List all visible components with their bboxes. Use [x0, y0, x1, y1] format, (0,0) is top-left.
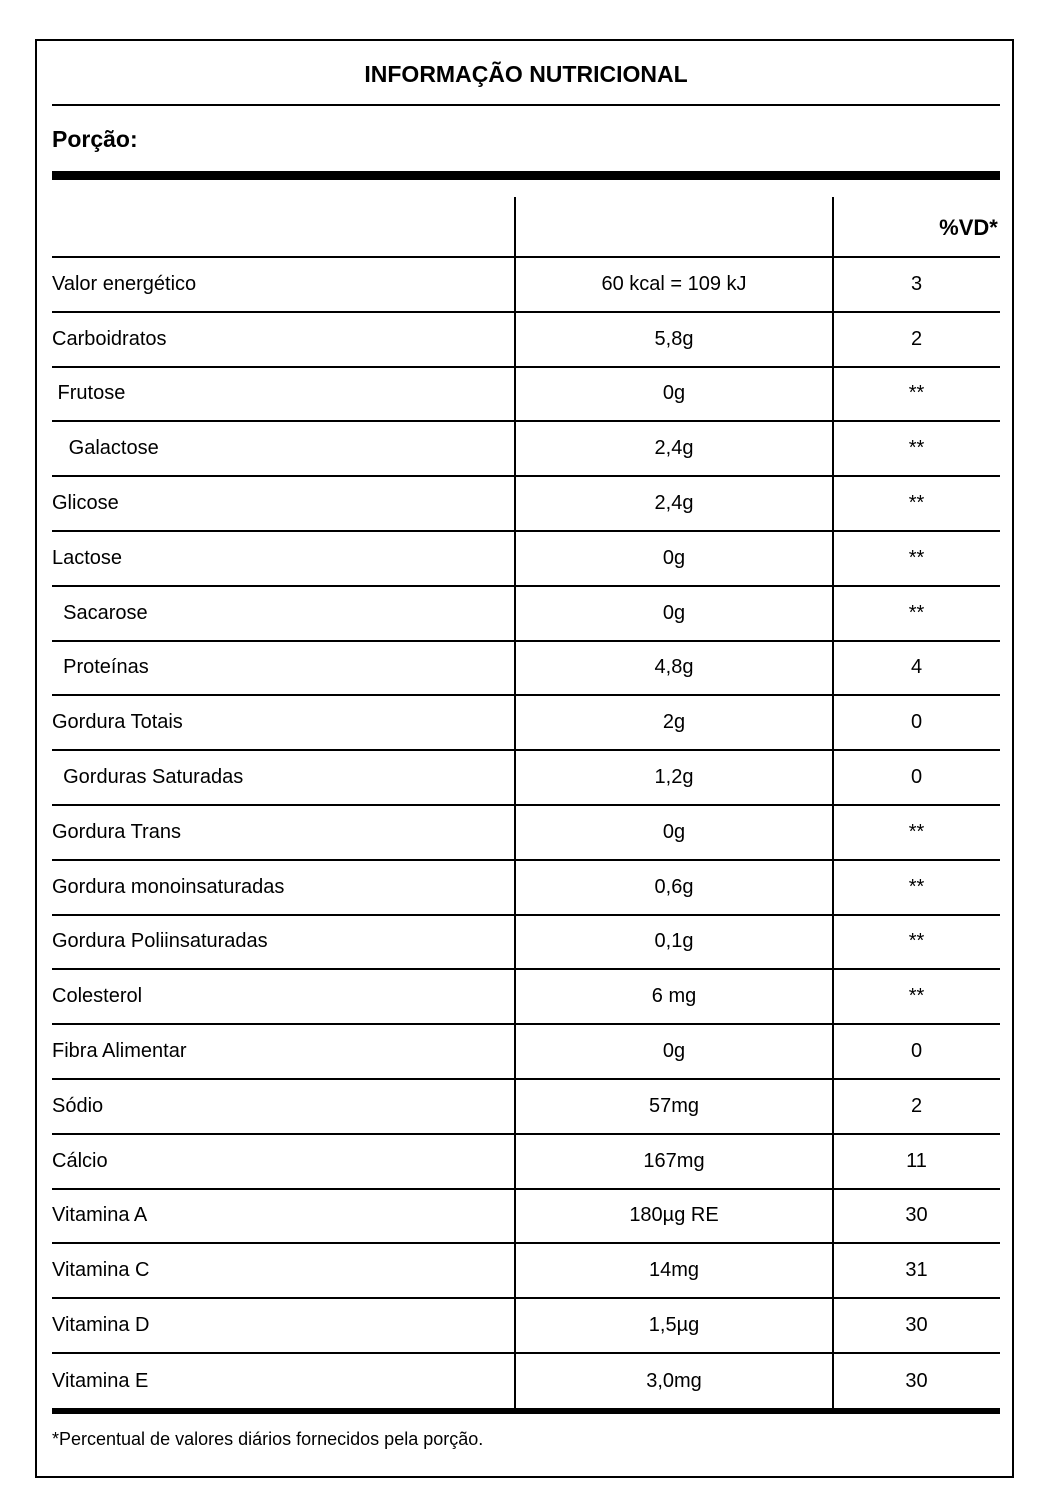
- nutrient-name: Colesterol: [52, 985, 143, 1008]
- nutrient-quantity: 6 mg: [651, 985, 697, 1008]
- nutrient-name: Vitamina C: [52, 1259, 150, 1282]
- nutrient-quantity: 2,4g: [654, 437, 694, 460]
- nutrient-quantity: 3,0mg: [646, 1369, 702, 1392]
- nutrient-name: Proteínas: [52, 656, 149, 679]
- title-divider: [52, 104, 1000, 106]
- table-row: [52, 696, 1000, 751]
- table-row: [52, 1244, 1000, 1299]
- nutrient-vd: **: [908, 546, 925, 569]
- nutrient-vd: **: [908, 601, 925, 624]
- nutrient-name: Gordura monoinsaturadas: [52, 875, 285, 898]
- nutrient-quantity: 0g: [662, 820, 686, 843]
- nutrient-quantity: 0,6g: [654, 875, 694, 898]
- nutrient-name: Gordura Poliinsaturadas: [52, 930, 268, 953]
- portion-divider: [52, 171, 1000, 180]
- table-row: [52, 806, 1000, 861]
- table-row: [52, 258, 1000, 313]
- footnote: *Percentual de valores diários fornecidos pela porção.: [52, 1429, 484, 1449]
- nutrient-quantity: 1,5µg: [648, 1314, 700, 1337]
- nutrient-quantity: 0,1g: [654, 930, 694, 953]
- nutrient-quantity: 1,2g: [654, 766, 694, 789]
- nutrient-name: Fibra Alimentar: [52, 1040, 187, 1063]
- nutrient-quantity: 0g: [662, 1040, 686, 1063]
- nutrient-name: Valor energético: [52, 272, 197, 295]
- nutrient-vd: **: [908, 875, 925, 898]
- nutrient-quantity: 57mg: [648, 1094, 700, 1117]
- nutrient-vd: 31: [905, 1259, 928, 1282]
- label-title: INFORMAÇÃO NUTRICIONAL: [364, 61, 688, 87]
- nutrient-vd: 3: [910, 272, 923, 295]
- nutrient-name: Glicose: [52, 492, 119, 515]
- nutrient-name: Sacarose: [52, 601, 148, 624]
- table-row: [52, 1354, 1000, 1409]
- nutrient-quantity: 0g: [662, 382, 686, 405]
- nutrient-name: Gordura Trans: [52, 820, 181, 843]
- table-bottom-rule: [52, 1408, 1000, 1414]
- nutrient-quantity: 14mg: [648, 1259, 700, 1282]
- nutrient-vd: **: [908, 930, 925, 953]
- nutrient-name: Cálcio: [52, 1149, 108, 1172]
- nutrient-name: Gorduras Saturadas: [52, 766, 244, 789]
- nutrient-name: Vitamina A: [52, 1204, 148, 1227]
- table-header-row: [52, 197, 1000, 258]
- table-row: [52, 1135, 1000, 1190]
- nutrient-quantity: 167mg: [643, 1149, 705, 1172]
- nutrient-quantity: 4,8g: [654, 656, 694, 679]
- nutrient-table: [52, 258, 1000, 1409]
- nutrient-name: Sódio: [52, 1094, 104, 1117]
- portion-label: Porção:: [52, 126, 138, 152]
- nutrient-vd: **: [908, 492, 925, 515]
- nutrient-quantity: 5,8g: [654, 327, 694, 350]
- table-row: [52, 587, 1000, 642]
- nutrient-vd: 0: [910, 1040, 923, 1063]
- table-row: [52, 751, 1000, 806]
- nutrient-vd: **: [908, 382, 925, 405]
- nutrient-quantity: 2g: [662, 711, 686, 734]
- nutrient-quantity: 60 kcal = 109 kJ: [601, 272, 747, 295]
- nutrient-name: Frutose: [52, 382, 126, 405]
- nutrient-vd: 2: [910, 1094, 923, 1117]
- table-row: [52, 368, 1000, 423]
- table-row: [52, 861, 1000, 916]
- nutrient-quantity: 180µg RE: [629, 1204, 719, 1227]
- nutrient-name: Carboidratos: [52, 327, 167, 350]
- nutrient-quantity: 2,4g: [654, 492, 694, 515]
- table-row: [52, 532, 1000, 587]
- nutrient-vd: 30: [905, 1314, 928, 1337]
- nutrient-name: Vitamina D: [52, 1314, 150, 1337]
- nutrient-vd: 0: [910, 711, 923, 734]
- nutrient-vd: 4: [910, 656, 923, 679]
- nutrient-vd: 11: [906, 1149, 927, 1172]
- table-row: [52, 313, 1000, 368]
- table-row: [52, 422, 1000, 477]
- nutrient-vd: **: [908, 985, 925, 1008]
- nutrient-name: Vitamina E: [52, 1369, 149, 1392]
- nutrient-quantity: 0g: [662, 601, 686, 624]
- nutrient-name: Galactose: [52, 437, 159, 460]
- nutrient-vd: 0: [910, 766, 923, 789]
- nutrient-vd: 30: [905, 1369, 928, 1392]
- header-vd: %VD*: [939, 215, 998, 240]
- nutrient-vd: **: [908, 437, 925, 460]
- table-row: [52, 1080, 1000, 1135]
- table-row: [52, 477, 1000, 532]
- nutrient-vd: 2: [910, 327, 923, 350]
- table-row: [52, 970, 1000, 1025]
- table-row: [52, 916, 1000, 971]
- nutrient-name: Gordura Totais: [52, 711, 183, 734]
- nutrient-quantity: 0g: [662, 546, 686, 569]
- table-row: [52, 1025, 1000, 1080]
- nutrient-vd: **: [908, 820, 925, 843]
- table-row: [52, 1190, 1000, 1245]
- table-row: [52, 1299, 1000, 1354]
- nutrient-name: Lactose: [52, 546, 123, 569]
- table-row: [52, 642, 1000, 697]
- nutrient-vd: 30: [905, 1204, 928, 1227]
